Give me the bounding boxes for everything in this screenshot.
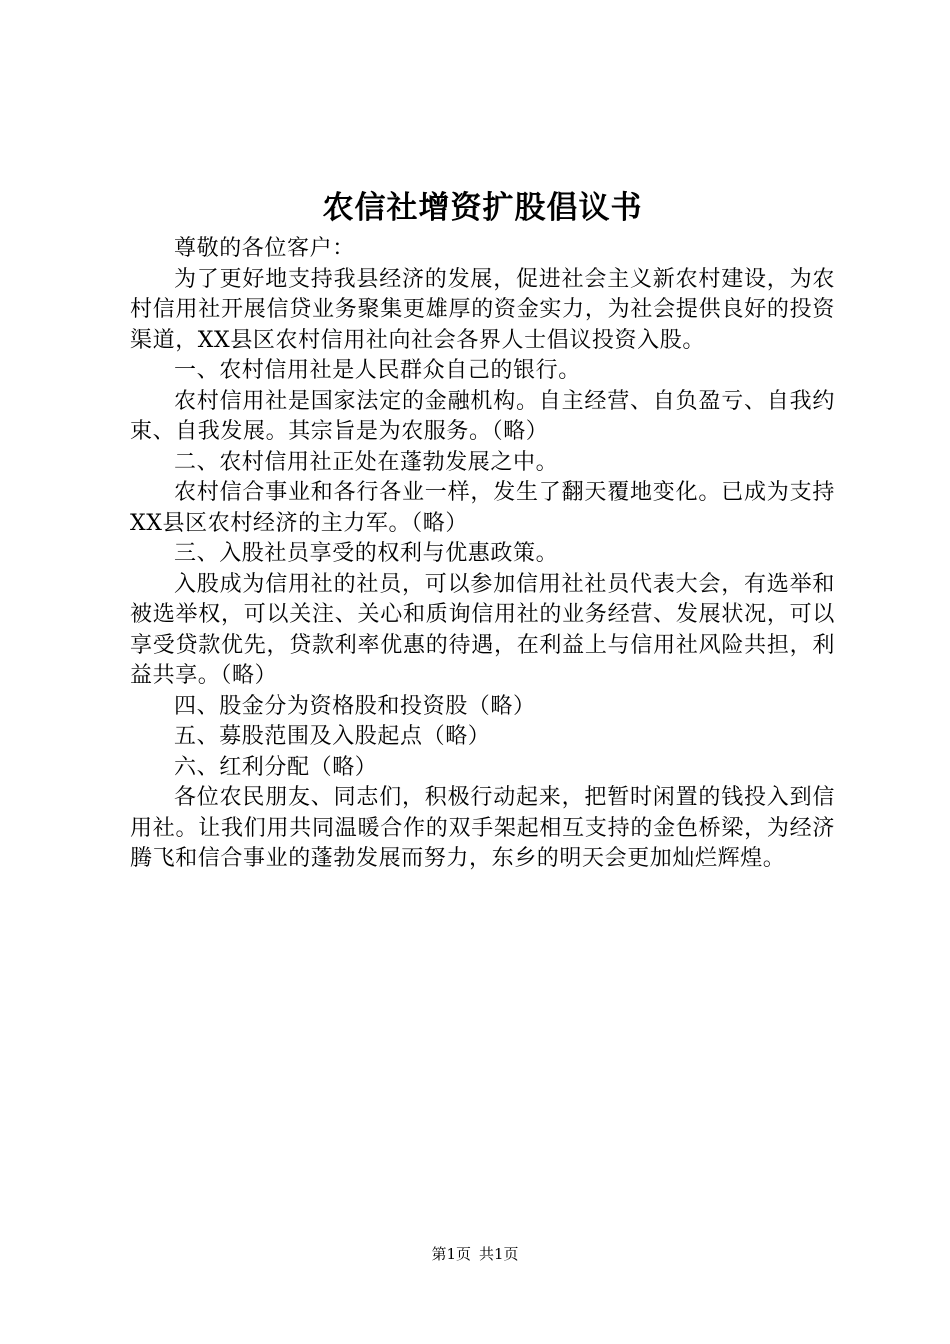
document-body <box>130 234 835 875</box>
section-heading-2: 二、农村信用社正处在蓬勃发展之中。 <box>174 449 559 475</box>
intro-paragraph: 为了更好地支持我县经济的发展，促进社会主义新农村建设，为农村信用社开展信贷业务聚集更雄厚的资金实力，为社会提供良好的投资渠道，XX县区农村信用社向社会各界人士倡议投资入股。 <box>130 266 835 353</box>
section-heading-4: 四、股金分为资格股和投资股（略） <box>174 693 536 719</box>
section-text-1: 农村信用社是国家法定的金融机构。自主经营、自负盈亏、自我约束、自我发展。其宗旨是为农服务。（略） <box>130 388 835 444</box>
section-heading-1: 一、农村信用社是人民群众自己的银行。 <box>174 358 581 383</box>
section-heading-6: 六、红利分配（略） <box>174 754 378 780</box>
salutation: 尊敬的各位客户： <box>174 236 355 261</box>
page-footer <box>0 1244 950 1264</box>
document-page <box>130 0 835 1344</box>
closing-paragraph: 各位农民朋友、同志们，积极行动起来，把暂时闲置的钱投入到信用社。让我们用共同温暖合作的双手架起相互支持的金色桥梁，为经济腾飞和信合事业的蓬勃发展而努力，东乡的明天会更加灿烂辉煌。 <box>130 785 835 871</box>
section-heading-5: 五、募股范围及入股起点（略） <box>174 724 491 749</box>
document-title: 农信社增资扩股倡议书 <box>322 190 643 226</box>
section-text-3: 入股成为信用社的社员，可以参加信用社社员代表大会，有选举和被选举权，可以关注、关心和质询信用社的业务经营、发展状况，可以享受贷款优先，贷款利率优惠的待遇，在利益上与信用社风险共担，利益共享。（略） <box>130 571 835 688</box>
page-number-total: 共1页 <box>479 1245 519 1263</box>
section-heading-3: 三、入股社员享受的权利与优惠政策。 <box>174 541 559 566</box>
page-number-current: 第1页 <box>431 1245 471 1263</box>
section-text-2: 农村信合事业和各行各业一样，发生了翻天覆地变化。已成为支持XX县区农村经济的主力军。（略） <box>130 480 835 536</box>
